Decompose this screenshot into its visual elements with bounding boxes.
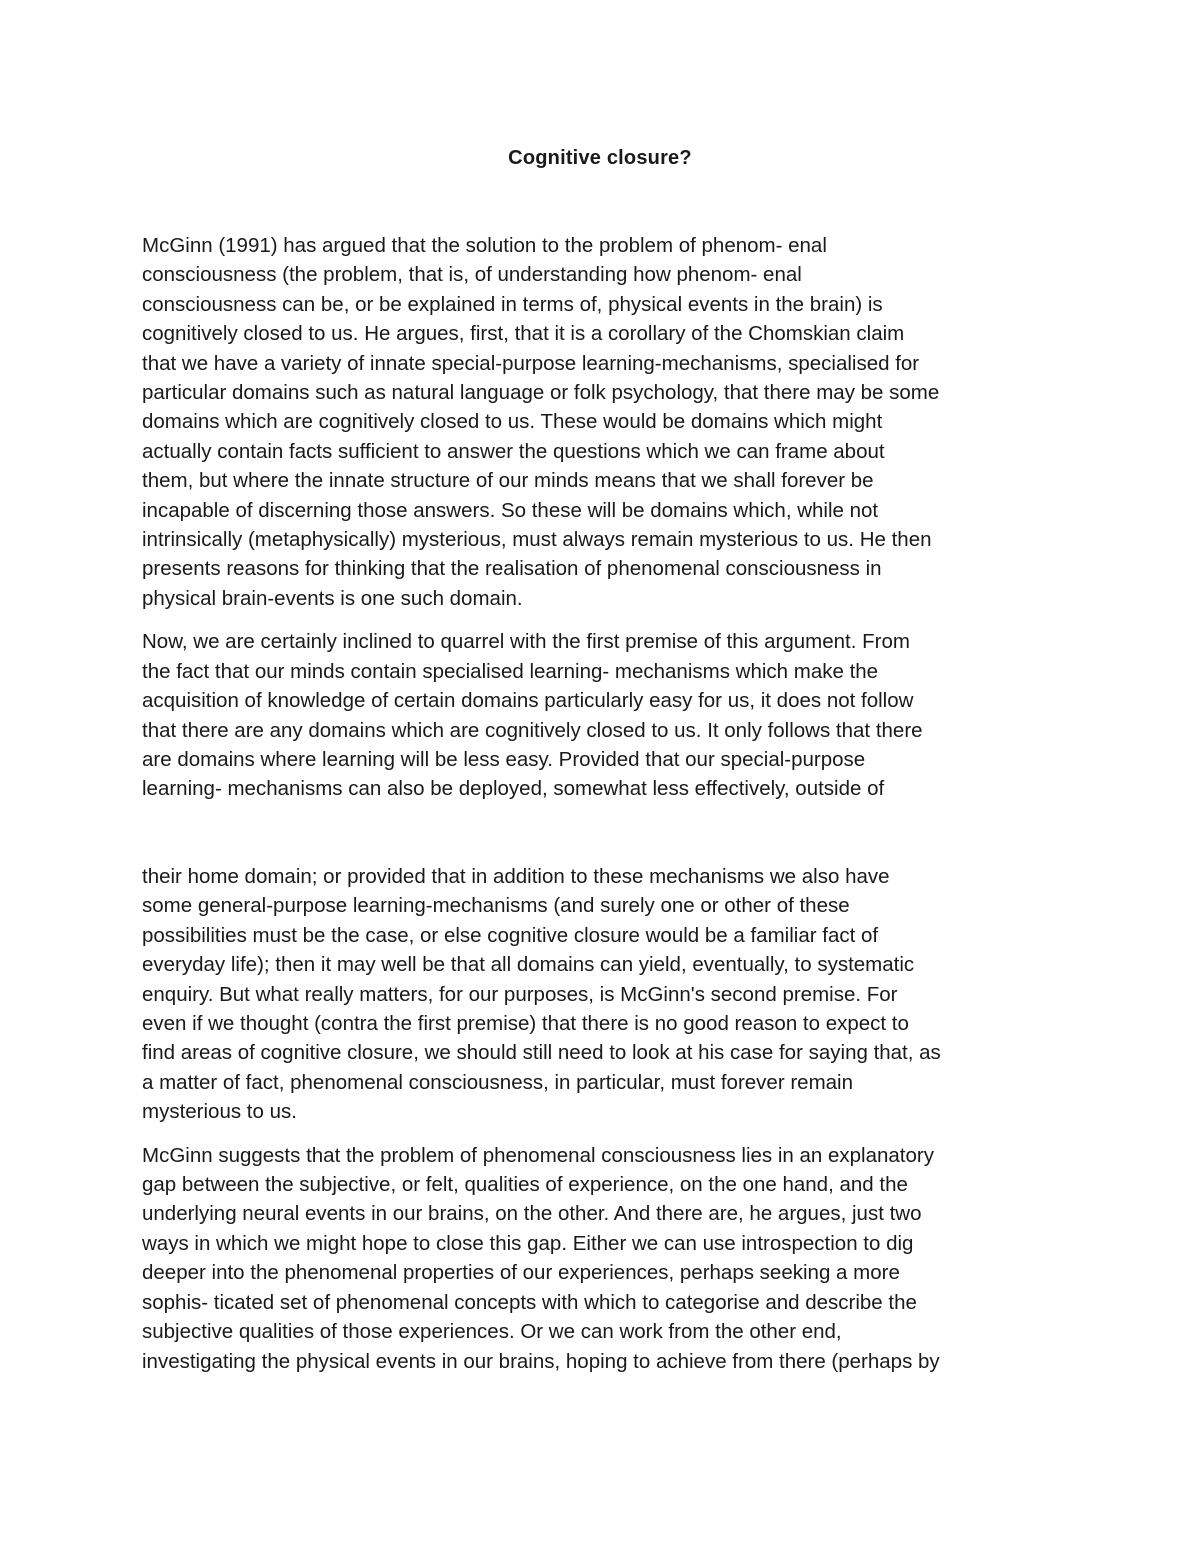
- text-line: ways in which we might hope to close this gap. Either we can use introspection to dig: [142, 1231, 914, 1255]
- text-line: some general-purpose learning-mechanisms (and surely one or other of these: [142, 894, 850, 918]
- text-block-2: [142, 862, 1082, 1376]
- text-line: find areas of cognitive closure, we should still need to look at his case for saying that, as: [142, 1041, 941, 1065]
- text-line: domains which are cognitively closed to us. These would be domains which might: [142, 410, 883, 434]
- text-line: presents reasons for thinking that the realisation of phenomenal consciousness in: [142, 557, 882, 581]
- text-line: intrinsically (metaphysically) mysterious, must always remain mysterious to us. He then: [142, 528, 932, 552]
- text-line: everyday life); then it may well be that all domains can yield, eventually, to systematic: [142, 953, 915, 977]
- text-line: sophis- ticated set of phenomenal concepts with which to categorise and describe the: [142, 1290, 917, 1314]
- text-line: learning- mechanisms can also be deployed, somewhat less effectively, outside of: [142, 777, 885, 801]
- paragraph-gap: [142, 1127, 1082, 1141]
- text-line: enquiry. But what really matters, for our purposes, is McGinn's second premise. For: [142, 982, 898, 1006]
- text-line: actually contain facts sufficient to answer the questions which we can frame about: [142, 439, 885, 463]
- text-line: possibilities must be the case, or else cognitive closure would be a familiar fact of: [142, 923, 879, 947]
- text-line: gap between the subjective, or felt, qualities of experience, on the one hand, and the: [142, 1173, 908, 1197]
- text-line: investigating the physical events in our brains, hoping to achieve from there (perhaps by: [142, 1349, 940, 1373]
- text-line: underlying neural events in our brains, on the other. And there are, he argues, just two: [142, 1202, 922, 1226]
- paragraph: [142, 1141, 1082, 1376]
- text-line: that there are any domains which are cognitively closed to us. It only follows that there: [142, 718, 923, 742]
- text-line: a matter of fact, phenomenal consciousness, in particular, must forever remain: [142, 1070, 854, 1094]
- paragraph-gap: [142, 613, 1082, 627]
- text-line: the fact that our minds contain specialised learning- mechanisms which make the: [142, 659, 879, 683]
- paragraph: [142, 627, 1082, 803]
- text-line: consciousness can be, or be explained in terms of, physical events in the brain) is: [142, 292, 883, 316]
- text-line: them, but where the innate structure of our minds means that we shall forever be: [142, 469, 874, 493]
- text-line: consciousness (the problem, that is, of understanding how phenom- enal: [142, 263, 802, 287]
- text-line: McGinn suggests that the problem of phenomenal consciousness lies in an explanatory: [142, 1143, 934, 1167]
- text-line: cognitively closed to us. He argues, first, that it is a corollary of the Chomskian claim: [142, 322, 905, 346]
- text-line: Now, we are certainly inclined to quarrel with the first premise of this argument. From: [142, 630, 910, 654]
- text-line: particular domains such as natural language or folk psychology, that there may be some: [142, 381, 940, 405]
- text-line: deeper into the phenomenal properties of our experiences, perhaps seeking a more: [142, 1261, 900, 1285]
- text-line: even if we thought (contra the first premise) that there is no good reason to expect to: [142, 1012, 909, 1036]
- paragraph: [142, 862, 1082, 1127]
- text-line: McGinn (1991) has argued that the solution to the problem of phenom- enal: [142, 234, 827, 257]
- text-line: acquisition of knowledge of certain domains particularly easy for us, it does not follow: [142, 689, 914, 713]
- text-line: incapable of discerning those answers. So these will be domains which, while not: [142, 498, 879, 522]
- text-line: mysterious to us.: [142, 1100, 297, 1124]
- text-line: that we have a variety of innate special-purpose learning-mechanisms, specialised for: [142, 351, 920, 375]
- text-line: physical brain-events is one such domain.: [142, 586, 523, 610]
- document-title: Cognitive closure?: [508, 147, 692, 169]
- text-line: their home domain; or provided that in addition to these mechanisms we also have: [142, 865, 890, 888]
- paragraph: [142, 231, 1082, 613]
- text-line: subjective qualities of those experiences. Or we can work from the other end,: [142, 1320, 842, 1344]
- text-line: are domains where learning will be less easy. Provided that our special-purpose: [142, 747, 866, 771]
- text-block-1: [142, 231, 1082, 804]
